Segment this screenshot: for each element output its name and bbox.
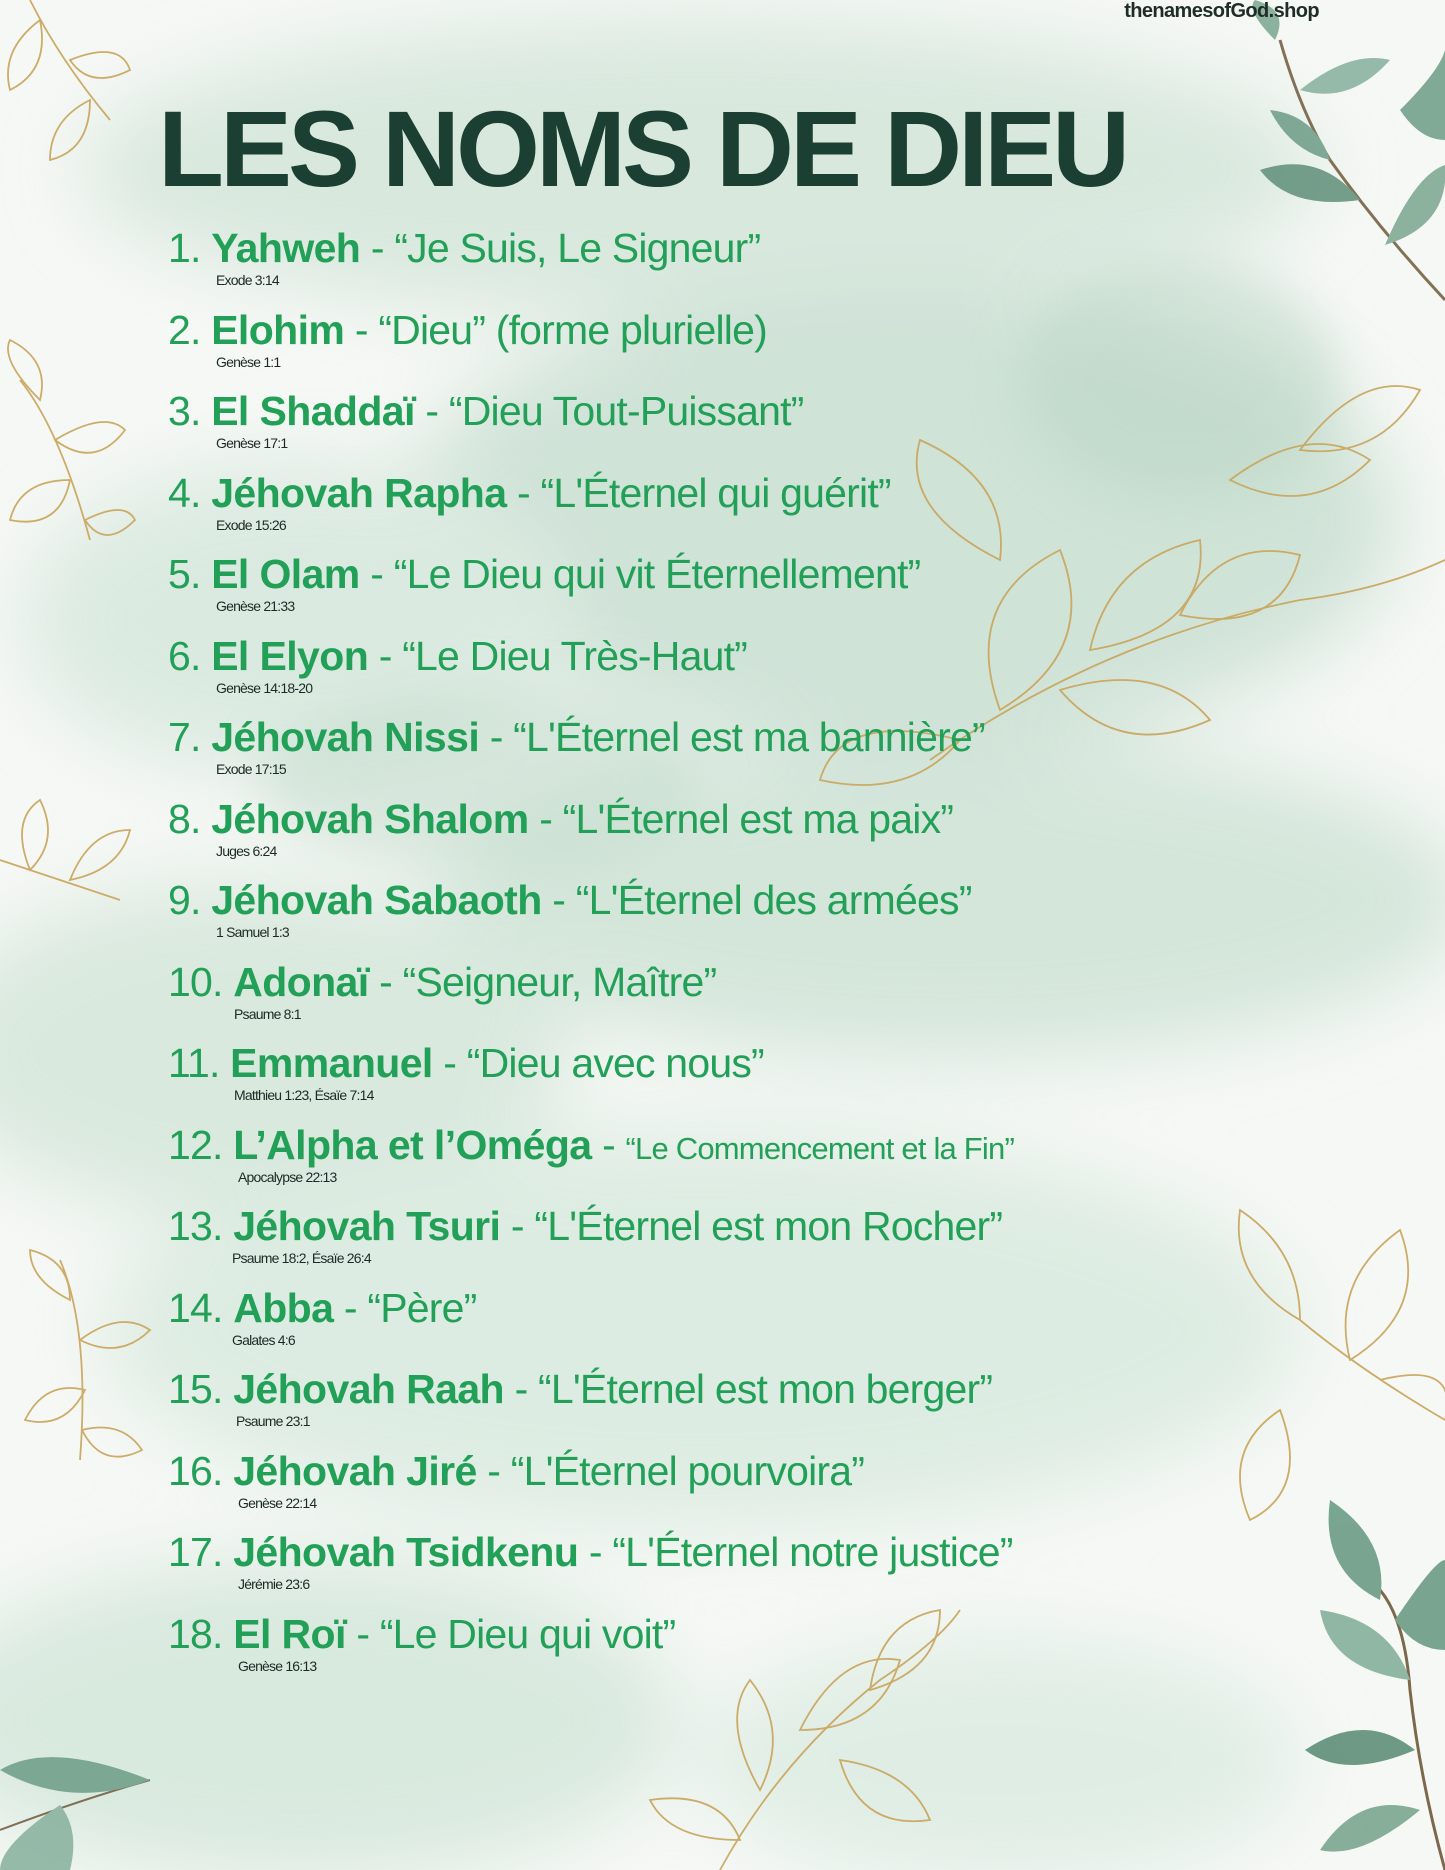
item-meaning: “Le Commencement et la Fin” — [625, 1130, 1014, 1166]
item-dash: - — [506, 469, 541, 516]
item-reference: Exode 17:15 — [216, 761, 286, 777]
list-item — [168, 388, 1014, 473]
item-dash: - — [368, 632, 403, 679]
item-number: 1. — [168, 225, 201, 271]
item-reference: Genèse 22:14 — [238, 1494, 317, 1511]
names-list — [168, 225, 1014, 1695]
item-dash: - — [504, 1366, 539, 1412]
item-name: L’Alpha et l’Oméga — [233, 1121, 592, 1168]
list-item — [168, 877, 1014, 962]
item-meaning: “L'Éternel est mon Rocher” — [534, 1203, 1003, 1249]
item-meaning: “Je Suis, Le Signeur” — [394, 225, 761, 271]
item-meaning: “L'Éternel est mon berger” — [538, 1366, 993, 1412]
item-name: Jéhovah Tsuri — [233, 1203, 501, 1249]
list-item — [168, 1447, 1014, 1533]
item-dash: - — [541, 877, 576, 923]
list-item — [168, 469, 1014, 555]
item-number: 15. — [168, 1366, 223, 1412]
item-name: El Shaddaï — [211, 388, 415, 434]
item-name: Jéhovah Tsidkenu — [233, 1529, 579, 1575]
item-number: 2. — [168, 306, 201, 353]
item-name: Abba — [233, 1284, 334, 1331]
item-name: Yahweh — [211, 225, 361, 271]
item-meaning: “L'Éternel pourvoira” — [510, 1447, 865, 1494]
item-number: 7. — [168, 714, 201, 760]
item-reference: Galates 4:6 — [232, 1331, 295, 1348]
item-reference: Genèse 17:1 — [216, 435, 288, 451]
item-number: 8. — [168, 795, 201, 842]
green-leaf-branch-bottom-right — [1305, 1500, 1445, 1870]
list-item — [168, 795, 1014, 881]
item-dash: - — [432, 1040, 467, 1086]
item-reference: Genèse 1:1 — [216, 353, 281, 370]
item-reference: Psaume 18:2, Ésaïe 26:4 — [232, 1250, 371, 1266]
item-meaning: “L'Éternel est ma bannière” — [513, 714, 985, 760]
item-meaning: “L'Éternel des armées” — [575, 877, 972, 923]
item-dash: - — [360, 225, 395, 271]
item-dash: - — [591, 1121, 626, 1168]
item-dash: - — [333, 1284, 368, 1331]
item-meaning: “L'Éternel qui guérit” — [540, 469, 891, 516]
item-meaning: “L'Éternel est ma paix” — [562, 795, 954, 842]
item-reference: Matthieu 1:23, Ésaïe 7:14 — [234, 1087, 374, 1103]
site-url: thenamesofGod.shop — [1124, 0, 1319, 22]
item-name: Jéhovah Raah — [233, 1366, 504, 1412]
item-dash: - — [479, 714, 514, 760]
item-name: Adonaï — [233, 958, 369, 1005]
list-item — [168, 632, 1014, 718]
item-name: Jéhovah Sabaoth — [211, 877, 542, 923]
item-number: 4. — [168, 469, 201, 516]
item-meaning: “Le Dieu Très-Haut” — [402, 632, 748, 679]
item-reference: Genèse 16:13 — [238, 1657, 317, 1674]
item-reference: Psaume 8:1 — [234, 1005, 301, 1022]
item-reference: Apocalypse 22:13 — [238, 1168, 337, 1185]
item-name: Jéhovah Jiré — [233, 1447, 477, 1494]
item-number: 10. — [168, 958, 223, 1005]
item-number: 5. — [168, 551, 201, 597]
item-number: 14. — [168, 1284, 223, 1331]
item-number: 17. — [168, 1529, 223, 1575]
item-name: Elohim — [211, 306, 345, 353]
page-title: LES NOMS DE DIEU — [158, 88, 1127, 209]
item-name: Emmanuel — [230, 1040, 433, 1086]
item-reference: Exode 3:14 — [216, 272, 279, 288]
item-dash: - — [476, 1447, 511, 1494]
item-number: 3. — [168, 388, 201, 434]
item-name: El Olam — [211, 551, 360, 597]
item-dash: - — [344, 306, 379, 353]
item-number: 13. — [168, 1203, 223, 1249]
item-meaning: “Dieu Tout-Puissant” — [448, 388, 804, 434]
list-item — [168, 306, 1014, 392]
list-item — [168, 1529, 1014, 1614]
item-meaning: “L'Éternel notre justice” — [612, 1529, 1013, 1575]
item-number: 12. — [168, 1121, 223, 1168]
item-name: Jéhovah Nissi — [211, 714, 480, 760]
item-number: 11. — [168, 1040, 220, 1086]
item-reference: Exode 15:26 — [216, 516, 286, 533]
list-item — [168, 225, 1014, 310]
list-item — [168, 1610, 1014, 1696]
item-reference: Juges 6:24 — [216, 842, 277, 859]
item-meaning: “Seigneur, Maître” — [402, 958, 717, 1005]
item-name: El Elyon — [211, 632, 369, 679]
item-name: Jéhovah Shalom — [211, 795, 529, 842]
list-item — [168, 1203, 1014, 1288]
item-dash: - — [368, 958, 403, 1005]
list-item — [168, 1284, 1014, 1370]
item-meaning: “Dieu” (forme plurielle) — [378, 306, 767, 353]
item-number: 18. — [168, 1610, 223, 1657]
item-reference: 1 Samuel 1:3 — [216, 924, 289, 940]
item-name: El Roï — [233, 1610, 346, 1657]
item-meaning: “Le Dieu qui voit” — [379, 1610, 676, 1657]
list-item — [168, 1121, 1014, 1207]
item-dash: - — [345, 1610, 380, 1657]
item-reference: Genèse 14:18-20 — [216, 679, 313, 696]
item-dash: - — [359, 551, 394, 597]
item-meaning: “Dieu avec nous” — [466, 1040, 764, 1086]
item-dash: - — [414, 388, 449, 434]
item-number: 16. — [168, 1447, 223, 1494]
item-number: 9. — [168, 877, 201, 923]
item-reference: Genèse 21:33 — [216, 598, 295, 614]
list-item — [168, 714, 1014, 799]
list-item — [168, 1040, 1014, 1125]
list-item — [168, 958, 1014, 1044]
item-reference: Psaume 23:1 — [236, 1413, 310, 1429]
item-dash: - — [528, 795, 563, 842]
item-name: Jéhovah Rapha — [211, 469, 507, 516]
item-meaning: “Le Dieu qui vit Éternellement” — [393, 551, 921, 597]
list-item — [168, 551, 1014, 636]
list-item — [168, 1366, 1014, 1451]
item-dash: - — [500, 1203, 535, 1249]
item-dash: - — [578, 1529, 613, 1575]
item-reference: Jérémie 23:6 — [238, 1576, 310, 1592]
item-meaning: “Père” — [367, 1284, 477, 1331]
item-number: 6. — [168, 632, 201, 679]
